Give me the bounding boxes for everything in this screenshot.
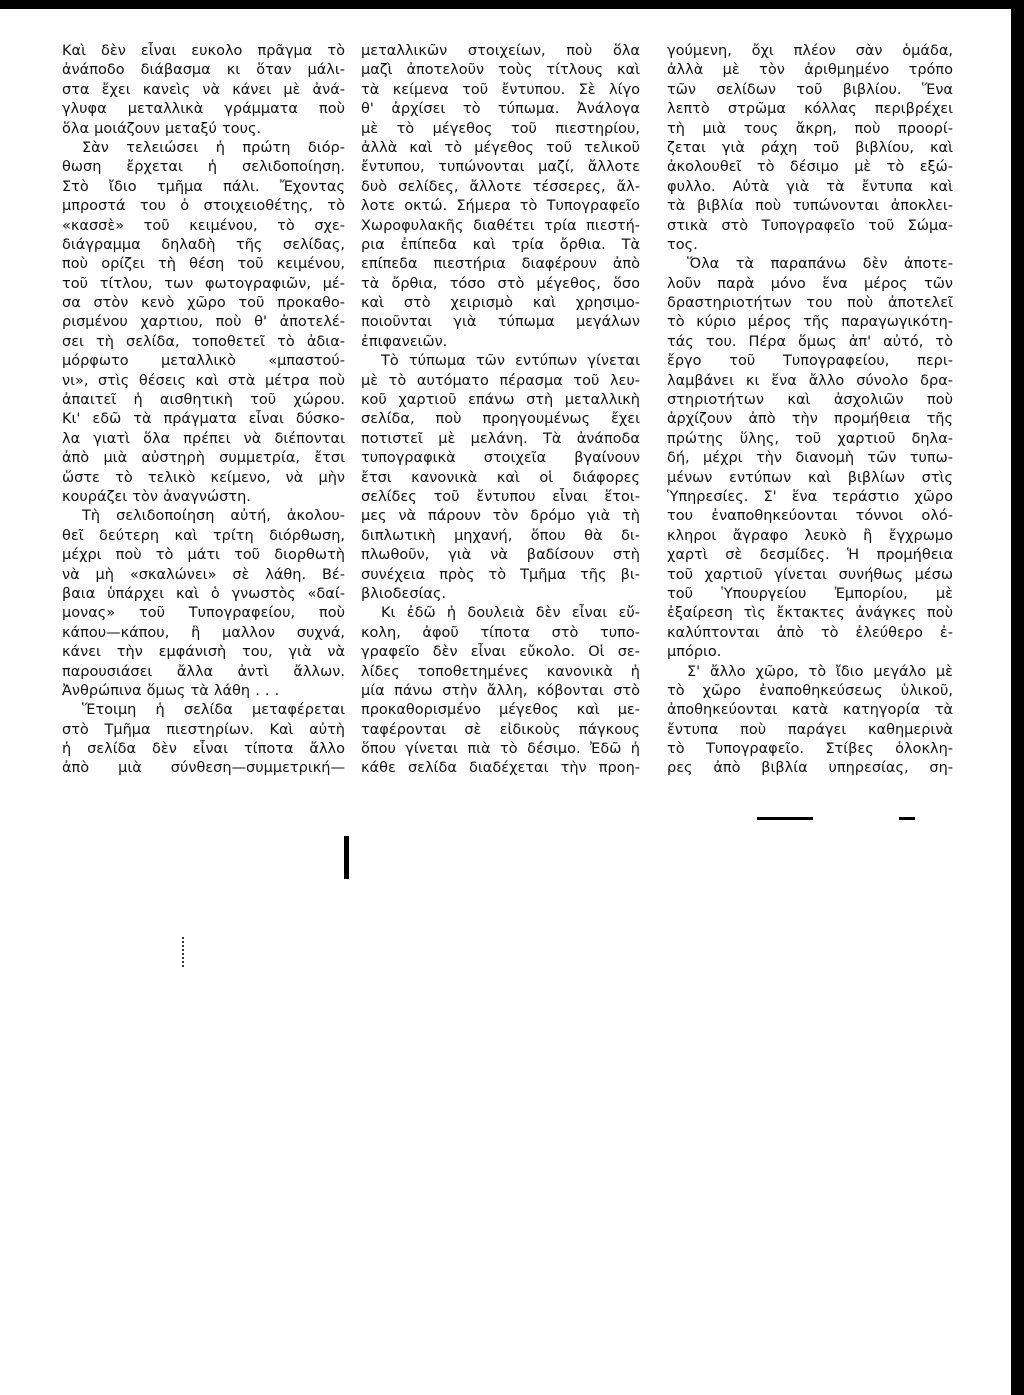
- text-line: πρώτης ὕλης, τοῦ χαρτιοῦ δηλα-: [667, 430, 953, 447]
- scan-mark-bar: [344, 836, 349, 879]
- text-line: ποιοῦνται γιὰ τύπωμα μεγάλων: [361, 314, 640, 331]
- text-line: τὸ Τυπογραφεῖο. Στίβες ὁλοκλη-: [667, 741, 953, 758]
- text-line: Κι' εδῶ τὰ πράγματα εἶναι δύσκο-: [62, 411, 345, 428]
- text-line: θ' ἀρχίσει τὸ τύπωμα. Ἀνάλογα: [361, 101, 640, 118]
- text-line: κοῦ χαρτιοῦ επάνω στὴ μεταλλικὴ: [361, 392, 640, 409]
- scan-border-top: [0, 0, 1024, 9]
- text-line: σελίδες τοῦ ἔντυπου εἶναι ἕτοι-: [361, 488, 640, 505]
- text-line: ἀπὸ μιὰ σύνθεση—συμμετρική—: [62, 760, 345, 777]
- text-line: λα γιατὶ ὅλα πρέπει νὰ διέπονται: [62, 430, 345, 447]
- text-line: γραφεῖο δὲν εἶναι εὔκολο. Οἱ σε-: [361, 644, 640, 661]
- text-line: σα στὸν κενὸ χῶρο τοῦ προκαθο-: [62, 295, 345, 312]
- text-line: συνέχεια πρὸς τὸ Τμῆμα τῆς βι-: [361, 566, 640, 583]
- scan-mark-rule: [757, 817, 813, 820]
- text-line: καὶ στὸ χειρισμὸ καὶ χρησιμο-: [361, 295, 640, 312]
- text-line: πλωθοῦν, γιὰ νὰ βαδίσουν στὴ: [361, 547, 640, 564]
- text-line: τοῦ χαρτιοῦ γίνεται συνήθως μέσω: [667, 566, 953, 583]
- text-line: Ἀνθρώπινα ὅμως τὰ λάθη . . .: [62, 682, 280, 699]
- scan-mark-dots: [182, 937, 184, 967]
- text-line: Χωροφυλακῆς διαθέτει τρία πιεστή-: [361, 217, 640, 234]
- text-line: ὥστε τὸ τελικὸ κείμενο, νὰ μὴν: [62, 469, 345, 486]
- text-line: μὲ τὸ αυτόματο πέρασμα τοῦ λευ-: [361, 372, 640, 389]
- text-line: ρες ἀπὸ βιβλία υπηρεσίας, ση-: [667, 760, 953, 777]
- text-line: του ἐναποθηκεύονται τόννοι ολό-: [667, 508, 953, 525]
- text-line: δυὸ σελίδες, ἄλλοτε τέσσερες, ἄλ-: [361, 178, 640, 195]
- text-line: Κι ἐδῶ ἡ δουλειὰ δὲν εἶναι εὔ-: [381, 605, 640, 622]
- text-line: μεταλλικῶν στοιχείων, ποὺ ὅλα: [361, 43, 640, 59]
- text-line: λοτε οκτώ. Σήμερα τὸ Τυπογραφεῖο: [361, 198, 640, 215]
- text-line: μὲ τὸ μέγεθος τοῦ πιεστηρίου,: [361, 120, 640, 137]
- text-line: κουράζει τὸν ἀναγνώστη.: [62, 488, 251, 505]
- text-line: ἀνάποδο διάβασμα κι ὅταν μάλι-: [62, 62, 345, 79]
- text-column-1: [62, 42, 345, 779]
- text-line: σελίδα, ποὺ προηγουμένως ἔχει: [361, 411, 640, 428]
- text-line: σει τὴ σελίδα, τοποθετεῖ τὸ ἀδια-: [62, 333, 345, 350]
- text-line: τοῦ τίτλου, των φωτογραφιῶν, μέ-: [62, 275, 345, 292]
- text-line: τῶν σελίδων τοῦ βιβλίου. Ἕνα: [667, 81, 953, 98]
- text-line: Σ' ἄλλο χῶρο, τὸ ἴδιο μεγάλο μὲ: [687, 663, 953, 680]
- text-line: ἔτσι κανονικὰ καὶ οἱ διάφορες: [361, 469, 640, 486]
- text-line: Σὰν τελειώσει ἡ πρώτη διόρ-: [82, 139, 345, 156]
- text-line: ἀπαιτεῖ ἡ αισθητικὴ τοῦ χώρου.: [62, 392, 345, 409]
- text-line: προκαθορισμένο μέγεθος καὶ με-: [361, 702, 640, 719]
- text-line: λίδες τοποθετημένες κανονικὰ ἡ: [361, 663, 640, 680]
- text-line: κάνει τὴν εμφάνισὴ του, γιὰ νὰ: [62, 644, 345, 661]
- text-line: θεῖ δεύτερη καὶ τρίτη διόρθωση,: [62, 527, 345, 544]
- text-line: θωση ἔρχεται ἡ σελιδοποίηση.: [62, 159, 345, 176]
- text-line: «κασσὲ» τοῦ κειμένου, τὸ σχε-: [62, 217, 345, 234]
- text-line: μπροστά του ὁ στοιχειοθέτης, τὸ: [62, 198, 345, 215]
- text-line: ἀρχίζουν ἀπὸ τὴν προμήθεια τῆς: [667, 411, 953, 428]
- text-line: κάπου—κάπου, ἢ μαλλον συχνά,: [62, 624, 345, 641]
- text-line: ἡ σελίδα δὲν εἶναι τίποτα ἄλλο: [62, 741, 345, 758]
- text-line: λοῦν παρὰ μόνο ἕνα μέρος τῶν: [667, 275, 953, 292]
- text-line: ποὺ ορίζει τὴ θέση τοῦ κειμένου,: [62, 256, 345, 273]
- scan-mark-dash: [899, 817, 915, 820]
- text-line: ἀκολουθεῖ τὸ δέσιμο μὲ τὸ εξώ-: [667, 159, 953, 176]
- text-line: βαια ὑπάρχει καὶ ὁ γνωστὸς «δαί-: [62, 585, 345, 602]
- text-line: τος.: [667, 236, 698, 253]
- text-column-3: [667, 42, 953, 779]
- text-line: ταφέρονται σὲ εἰδικοὺς πάγκους: [361, 721, 640, 738]
- text-line: φυλλο. Αὐτὰ γιὰ τὰ ἔντυπα καὶ: [667, 178, 953, 195]
- text-line: ἔντυπου, τυπώνονται μαζί, ἄλλοτε: [361, 159, 640, 176]
- text-line: μαζὶ ἀποτελοῦν τοὺς τίτλους καὶ: [361, 62, 640, 79]
- text-line: νι», στὶς θέσεις καὶ στὰ μέτρα ποὺ: [62, 372, 345, 389]
- text-line: ἀποθηκεύονται κατὰ κατηγορία τὰ: [667, 702, 953, 719]
- text-line: Ὑπηρεσίες. Σ' ἕνα τεράστιο χῶρο: [667, 488, 953, 505]
- text-line: ρια ἐπίπεδα καὶ τρία ὄρθια. Τὰ: [361, 236, 640, 253]
- text-line: τάς του. Πέρα ὅμως ἀπ' αὐτό, τὸ: [667, 333, 953, 350]
- text-line: στικὰ στὸ Τυπογραφεῖο τοῦ Σώμα-: [667, 217, 953, 234]
- text-line: κολη, ἀφοῦ τίποτα στὸ τυπο-: [361, 624, 640, 641]
- text-line: μόρφωτο μεταλλικὸ «μπαστού-: [62, 353, 345, 370]
- text-line: τὰ βιβλία ποὺ τυπώνονται ἀποκλει-: [667, 198, 953, 215]
- text-line: τὰ ὄρθια, τόσο στὸ μέγεθος, ὅσο: [361, 275, 640, 292]
- text-line: μέχρι ποὺ τὸ μάτι τοῦ διορθωτὴ: [62, 547, 345, 564]
- text-line: επίπεδα πιεστήρια διαφέρουν ἀπὸ: [361, 256, 640, 273]
- text-line: μονας» τοῦ Τυπογραφείου, ποὺ: [62, 605, 345, 622]
- text-line: παρουσιάσει ἄλλα ἀντὶ ἄλλων.: [62, 663, 345, 680]
- text-line: τὴ μιὰ τους ἄκρη, ποὺ προορί-: [667, 120, 953, 137]
- text-line: στα ἔχει κανεὶς νὰ κάνει μὲ ἀνά-: [62, 81, 345, 98]
- text-line: λεπτὸ στρῶμα κόλλας περιβρέχει: [667, 101, 953, 118]
- text-line: μπόριο.: [667, 644, 722, 661]
- text-line: βλιοδεσίας.: [361, 585, 447, 602]
- text-line: Καὶ δὲν εἶναι ευκολο πρᾶγμα τὸ: [62, 43, 345, 59]
- text-line: λαμβάνει κι ἕνα ἄλλο σύνολο δρα-: [667, 372, 953, 389]
- text-line: τὸ κύριο μέρος τῆς παραγωγικότη-: [667, 314, 953, 331]
- text-line: μες νὰ πάρουν τὸν δρόμο γιὰ τὴ: [361, 508, 640, 525]
- text-line: στηριοτήτων καὶ ἀσχολιῶν ποὺ: [667, 392, 953, 409]
- text-line: κάθε σελίδα διαδέχεται τὴν προη-: [361, 760, 640, 777]
- text-line: διπλωτικὴ μηχανή, ὅπου θὰ δι-: [361, 527, 640, 544]
- text-line: τὰ κείμενα τοῦ ἔντυπου. Σὲ λίγο: [361, 81, 640, 98]
- text-line: Τὴ σελιδοποίηση αὐτή, ἀκολου-: [82, 508, 345, 525]
- text-line: ἔργο τοῦ Τυπογραφείου, περι-: [667, 353, 953, 370]
- text-line: τὸ χῶρο ἐναποθηκεύσεως ὑλικοῦ,: [667, 682, 953, 699]
- text-line: μία πάνω στὴν ἄλλη, κόβονται στὸ: [361, 682, 640, 699]
- text-line: ρισμένου χαρτιου, ποὺ θ' ἀποτελέ-: [62, 314, 345, 331]
- text-line: Τὸ τύπωμα τῶν εντύπων γίνεται: [381, 353, 640, 370]
- text-line: ἐξαίρεση τὶς ἔκτακτες ἀνάγκες ποὺ: [667, 605, 953, 622]
- text-line: ἀπὸ μιὰ αὐστηρὴ συμμετρία, ἔτσι: [62, 450, 345, 467]
- text-line: γλυφα μεταλλικὰ γράμματα ποὺ: [62, 101, 345, 118]
- text-line: Ἕτοιμη ἡ σελίδα μεταφέρεται: [82, 702, 345, 719]
- text-line: ὅπου γίνεται πιὰ τὸ δέσιμο. Ἐδῶ ἡ: [361, 741, 640, 758]
- text-line: ἔντυπα ποὺ παράγει καθημερινὰ: [667, 721, 953, 738]
- text-line: Στὸ ἴδιο τμῆμα πάλι. Ἔχοντας: [62, 178, 345, 195]
- text-line: κληροι ἄγραφο λευκὸ ἢ ἔγχρωμο: [667, 527, 953, 544]
- text-line: δή, μέχρι τὴν διανομὴ τῶν τυπω-: [667, 450, 953, 467]
- text-line: τυπογραφικὰ στοιχεῖα βγαίνουν: [361, 450, 640, 467]
- text-line: Ὅλα τὰ παραπάνω δὲν ἀποτε-: [687, 256, 953, 273]
- text-line: ζεται γιὰ ράχη τοῦ βιβλίου, καὶ: [667, 139, 953, 156]
- scan-border-right: [1011, 0, 1024, 1395]
- text-line: στὸ Τμῆμα πιεστηρίων. Καὶ αὐτὴ: [62, 721, 345, 738]
- text-line: τοῦ Ὑπουργείου Ἐμπορίου, μὲ: [667, 585, 953, 602]
- text-line: χαρτὶ σὲ δεσμίδες. Ἡ προμήθεια: [667, 547, 953, 564]
- text-line: καλύπτονται ἀπὸ τὸ ἐλεύθερο ἐ-: [667, 624, 953, 641]
- text-line: ἀλλὰ καὶ τὸ μέγεθος τοῦ τελικοῦ: [361, 139, 640, 156]
- text-line: ποτιστεῖ μὲ μελάνη. Τὰ ἀνάποδα: [361, 430, 640, 447]
- text-line: ἀλλὰ μὲ τὸν ἀριθμημένο τρόπο: [667, 62, 953, 79]
- text-line: ἐπιφανειῶν.: [361, 333, 448, 350]
- text-line: νὰ μὴ «σκαλώνει» σὲ λάθη. Βέ-: [62, 566, 345, 583]
- text-line: ὅλα μοιάζουν μεταξύ τους.: [62, 120, 262, 137]
- text-line: μένων εντύπων καὶ βιβλίων στὶς: [667, 469, 953, 486]
- text-column-2: [361, 42, 640, 779]
- text-line: γούμενη, ὄχι πλέον σὰν ὁμάδα,: [667, 43, 953, 59]
- text-line: δραστηριοτήτων του ποὺ ἀποτελεῖ: [667, 295, 953, 312]
- text-line: διάγραμμα δηλαδὴ τῆς σελίδας,: [62, 236, 345, 253]
